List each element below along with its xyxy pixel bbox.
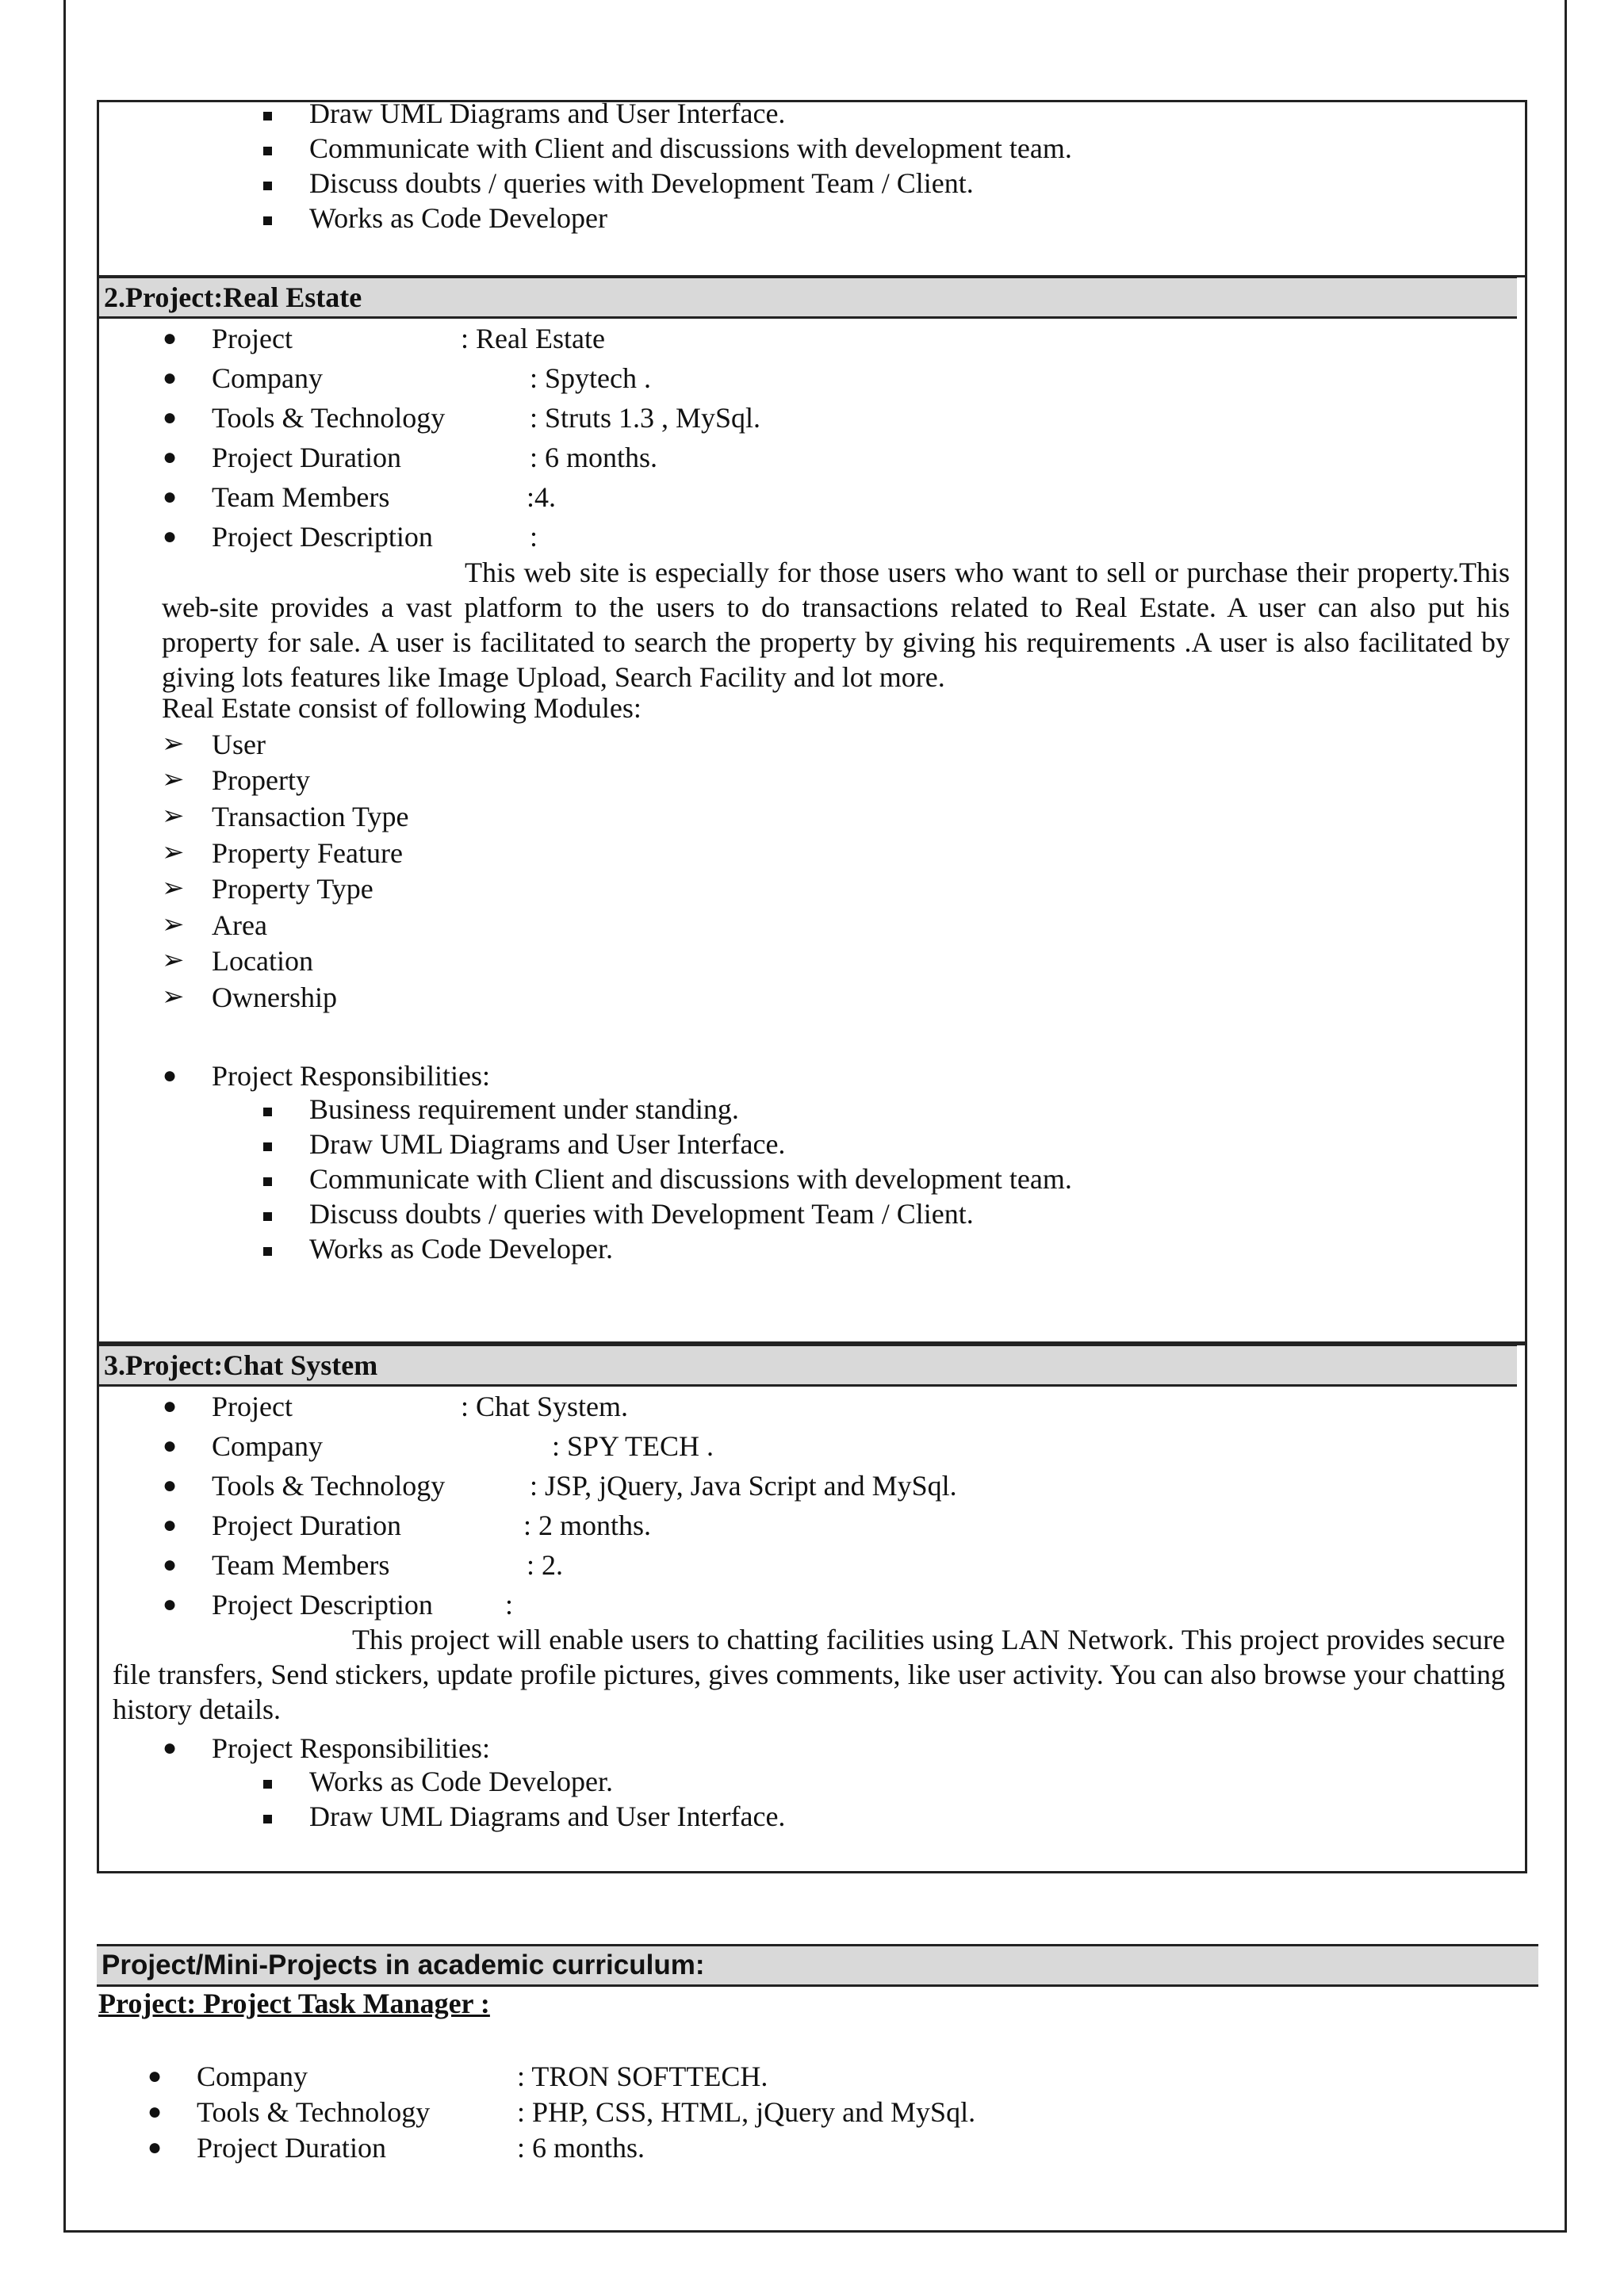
square-bullet-icon [263,147,272,155]
round-bullet-icon: ● [163,1062,178,1089]
square-bullet-icon [263,1212,272,1221]
round-bullet-icon: ● [147,2134,163,2160]
field-value: : Struts 1.3 , MySql. [530,402,761,434]
square-bullet-icon [263,182,272,190]
academic-heading-text: Project/Mini-Projects in academic curriculum: [102,1950,705,1980]
list-item: Ownership [212,982,337,1013]
square-bullet-icon [263,216,272,225]
list-item: Works as Code Developer [309,202,607,234]
responsibilities-label: Project Responsibilities: [212,1732,490,1764]
field-label: Project [212,323,293,354]
list-item: Works as Code Developer. [309,1233,614,1265]
field-label: Team Members [212,1549,390,1581]
field-value: : [530,521,538,553]
list-item: Location [212,945,313,977]
project3-heading [99,1344,1517,1387]
field-value: : 6 months. [517,2132,645,2164]
modules-intro: Real Estate consist of following Modules: [162,692,642,724]
list-item: Discuss doubts / queries with Development Team / Client. [309,167,974,199]
field-value: : Spytech . [530,362,651,394]
round-bullet-icon: ● [163,1433,178,1459]
square-bullet-icon [263,1108,272,1116]
field-label: Project Duration [197,2132,386,2164]
project2-heading [99,276,1517,319]
project2-heading-text: 2.Project:Real Estate [104,281,362,313]
square-bullet-icon [263,1247,272,1256]
field-value: : 6 months. [530,442,658,473]
list-item: Transaction Type [212,801,409,832]
arrow-bullet-icon: ➢ [162,982,185,1012]
round-bullet-icon: ● [163,1472,178,1498]
field-value: :4. [527,481,557,513]
arrow-bullet-icon: ➢ [162,765,185,794]
field-value: : Chat System. [461,1391,629,1422]
academic-heading [97,1944,1538,1987]
round-bullet-icon: ● [163,523,178,549]
field-value: : Real Estate [461,323,605,354]
field-label: Company [212,1430,323,1462]
arrow-bullet-icon: ➢ [162,838,185,867]
field-label: Project Duration [212,1510,401,1541]
field-label: Company [212,362,323,394]
responsibilities-label: Project Responsibilities: [212,1060,490,1092]
round-bullet-icon: ● [163,1393,178,1419]
field-label: Tools & Technology [197,2096,431,2128]
field-label: Project [212,1391,293,1422]
list-item: Discuss doubts / queries with Development Team / Client. [309,1198,974,1230]
list-item: Draw UML Diagrams and User Interface. [309,98,786,129]
arrow-bullet-icon: ➢ [162,729,185,759]
round-bullet-icon: ● [163,1552,178,1578]
round-bullet-icon: ● [163,444,178,470]
list-item: Area [212,909,267,941]
square-bullet-icon [263,112,272,121]
field-label: Project Description [212,1589,433,1621]
project3-heading-text: 3.Project:Chat System [104,1349,378,1381]
field-value: : SPY TECH . [552,1430,714,1462]
field-label: Project Description [212,521,433,553]
list-item: Communicate with Client and discussions with development team. [309,1163,1072,1195]
list-item: Draw UML Diagrams and User Interface. [309,1800,786,1832]
round-bullet-icon: ● [147,2099,163,2125]
project3-description: This project will enable users to chatting facilities using LAN Network. This project provides secure file transfers, Send stickers, update profile pictures, gives comments, like user activity. You can also browse your chatting history details. [113,1624,1505,1725]
square-bullet-icon [263,1815,272,1823]
list-item: Property Feature [212,837,403,869]
round-bullet-icon: ● [163,1591,178,1617]
field-value: : 2. [527,1549,564,1581]
arrow-bullet-icon: ➢ [162,874,185,903]
round-bullet-icon: ● [163,1735,178,1761]
square-bullet-icon [263,1142,272,1151]
project2-description: This web site is especially for those users who want to sell or purchase their property.This web-site provides a vast platform to the users to do transactions related to Real Estate. A user can also put his property for sale. A user is facilitated to search the property by giving his requirements .A user is also facilitated by giving lots features like Image Upload, Search Facility and lot more. [162,557,1510,693]
list-item: Business requirement under standing. [309,1093,739,1125]
field-label: Team Members [212,481,390,513]
arrow-bullet-icon: ➢ [162,910,185,939]
academic-project-subheading: Project: Project Task Manager : [98,1988,490,2019]
field-value: : [505,1589,514,1621]
round-bullet-icon: ● [163,484,178,510]
round-bullet-icon: ● [163,325,178,351]
field-label: Tools & Technology [212,1470,446,1502]
field-value: : TRON SOFTTECH. [517,2061,768,2092]
field-label: Tools & Technology [212,402,446,434]
round-bullet-icon: ● [163,404,178,430]
square-bullet-icon [263,1177,272,1186]
list-item: Works as Code Developer. [309,1766,614,1797]
list-item: User [212,729,266,760]
field-label: Project Duration [212,442,401,473]
field-value: : JSP, jQuery, Java Script and MySql. [530,1470,957,1502]
list-item: Draw UML Diagrams and User Interface. [309,1128,786,1160]
field-value: : PHP, CSS, HTML, jQuery and MySql. [517,2096,976,2128]
list-item: Property [212,764,310,796]
round-bullet-icon: ● [163,365,178,391]
field-label: Company [197,2061,308,2092]
round-bullet-icon: ● [147,2063,163,2089]
list-item: Property Type [212,873,373,905]
arrow-bullet-icon: ➢ [162,802,185,831]
field-value: : 2 months. [523,1510,652,1541]
round-bullet-icon: ● [163,1512,178,1538]
square-bullet-icon [263,1780,272,1789]
arrow-bullet-icon: ➢ [162,946,185,975]
list-item: Communicate with Client and discussions with development team. [309,132,1072,164]
